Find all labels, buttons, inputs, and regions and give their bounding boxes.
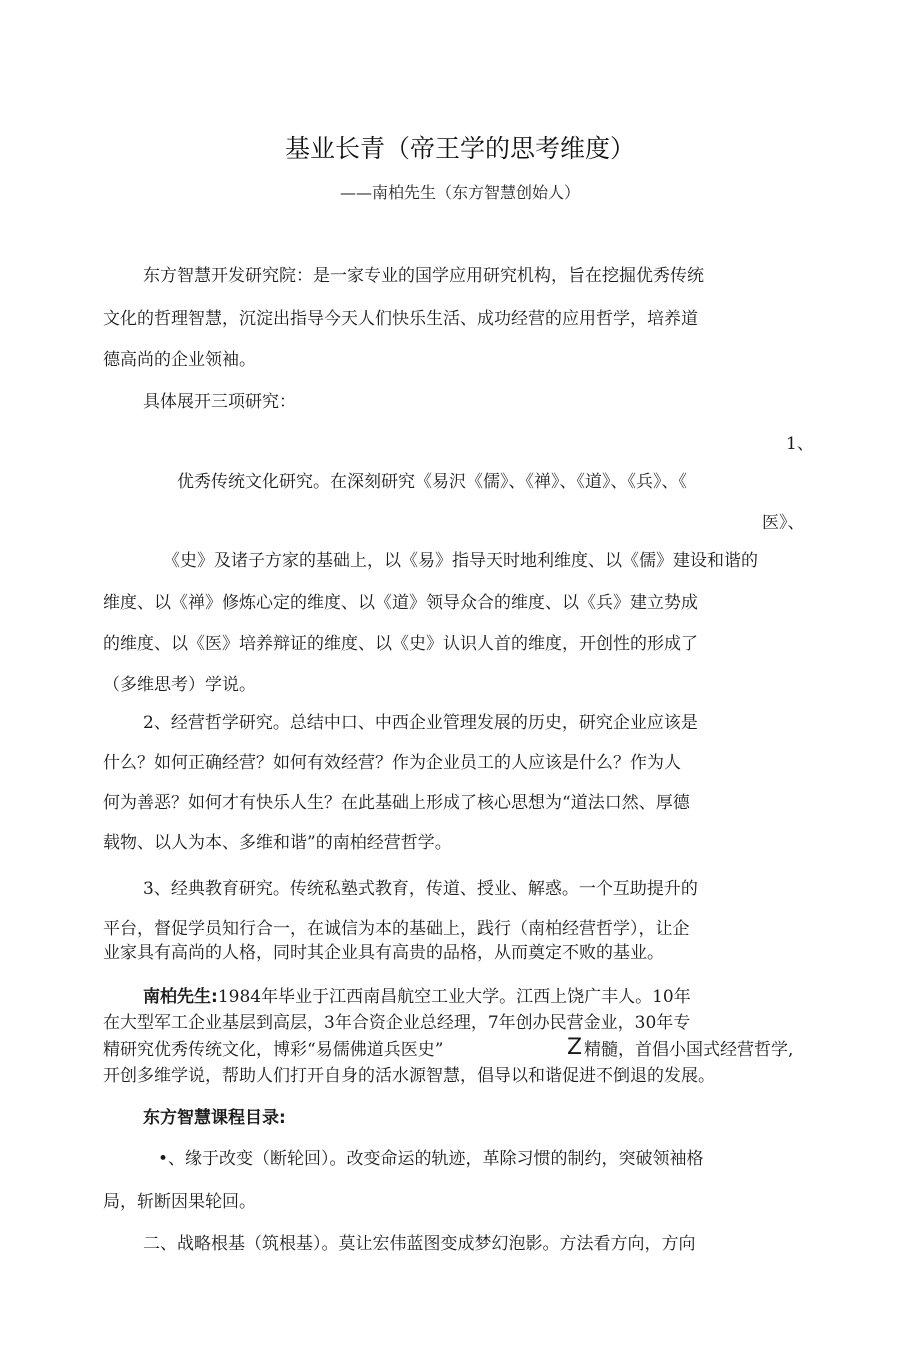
- bio-line-2: 在大型军工企业基层到高层，3年合资企业总经理，7年创办民营金业，30年专: [103, 1013, 691, 1033]
- page-title: 基业长青（帝王学的思考维度）: [284, 134, 635, 163]
- research-1-line-4: 维度、以《禅》修炼心定的维度、以《道》领导众合的维度、以《兵》建立势成: [103, 593, 698, 613]
- research-1-line-3: 《史》及诸子方家的基础上，以《易》指导天时地利维度、以《儒》建设和谐的: [163, 551, 758, 571]
- research-heading: 具体展开三项研究：: [143, 392, 296, 412]
- research-2-line-1: 2、经营哲学研究。总结中口、中西企业管理发展的历史，研究企业应该是: [143, 713, 698, 733]
- research-3-line-1: 3、经典教育研究。传统私塾式教育，传道、授业、解惑。一个互助提升的: [143, 879, 698, 899]
- page-subtitle: ——南柏先生（东方智慧创始人）: [339, 183, 580, 202]
- research-1-number: 1、: [786, 434, 814, 454]
- courses-heading: 东方智慧课程目录:: [143, 1108, 286, 1128]
- intro-line-3: 德高尚的企业领袖。: [103, 350, 256, 370]
- bio-line-4: 开创多维学说，帮助人们打开自身的活水源智慧，倡导以和谐促进不倒退的发展。: [103, 1066, 715, 1086]
- course-1-line-1: •、缘于改变（断轮回）。改变命运的轨迹，革除习惯的制约，突破领袖格: [158, 1149, 704, 1169]
- bio-line-3a: 精研究优秀传统文化，博彩“易儒佛道兵医史”: [103, 1040, 444, 1060]
- research-1-line-2: 医》、: [762, 513, 805, 533]
- course-2-line-1: 二、战略根基（筑根基）。莫让宏伟蓝图变成梦幻泡影。方法看方向，方向: [143, 1234, 696, 1254]
- research-2-line-3: 何为善恶？如何才有快乐人生？在此基础上形成了核心思想为“道法口然、厚德: [103, 793, 690, 813]
- intro-line-1: 东方智慧开发研究院：是一家专业的国学应用研究机构，旨在挖掘优秀传统: [143, 266, 704, 286]
- intro-line-2: 文化的哲理智慧，沉淀出指导今天人们快乐生活、成功经营的应用哲学，培养道: [103, 309, 698, 329]
- research-1-line-6: （多维思考）学说。: [103, 675, 256, 695]
- research-2-line-2: 什么？如何正确经营？如何有效经营？作为企业员工的人应该是什么？作为人: [103, 753, 681, 773]
- bio-line-3b: 精髓，首倡小国式经营哲学,: [584, 1040, 794, 1060]
- research-3-line-3: 业家具有高尚的人格，同时其企业具有高贵的品格，从而奠定不败的基业。: [103, 943, 664, 963]
- course-1-line-2: 局，斩断因果轮回。: [103, 1192, 256, 1212]
- bio-line-1-text: 1984年毕业于江西南昌航空工业大学。江西上饶广丰人。10年: [217, 987, 691, 1007]
- research-2-line-4: 载物、以人为本、多维和谐”的南柏经营哲学。: [103, 833, 452, 853]
- research-1-line-1: 优秀传统文化研究。在深刻研究《易沢《儒》、《禅》、《道》、《兵》、《: [177, 472, 687, 492]
- bio-line-1: [143, 986, 691, 1008]
- research-3-line-2: 平台，督促学员知行合一，在诚信为本的基础上，践行（南柏经营哲学），让企: [103, 919, 690, 939]
- bio-line-3-z: Z: [567, 1035, 583, 1060]
- bio-name-label: 南柏先生:: [143, 987, 218, 1007]
- research-1-line-5: 的维度、以《医》培养辩证的维度、以《史》认识人首的维度，开创性的形成了: [103, 634, 698, 654]
